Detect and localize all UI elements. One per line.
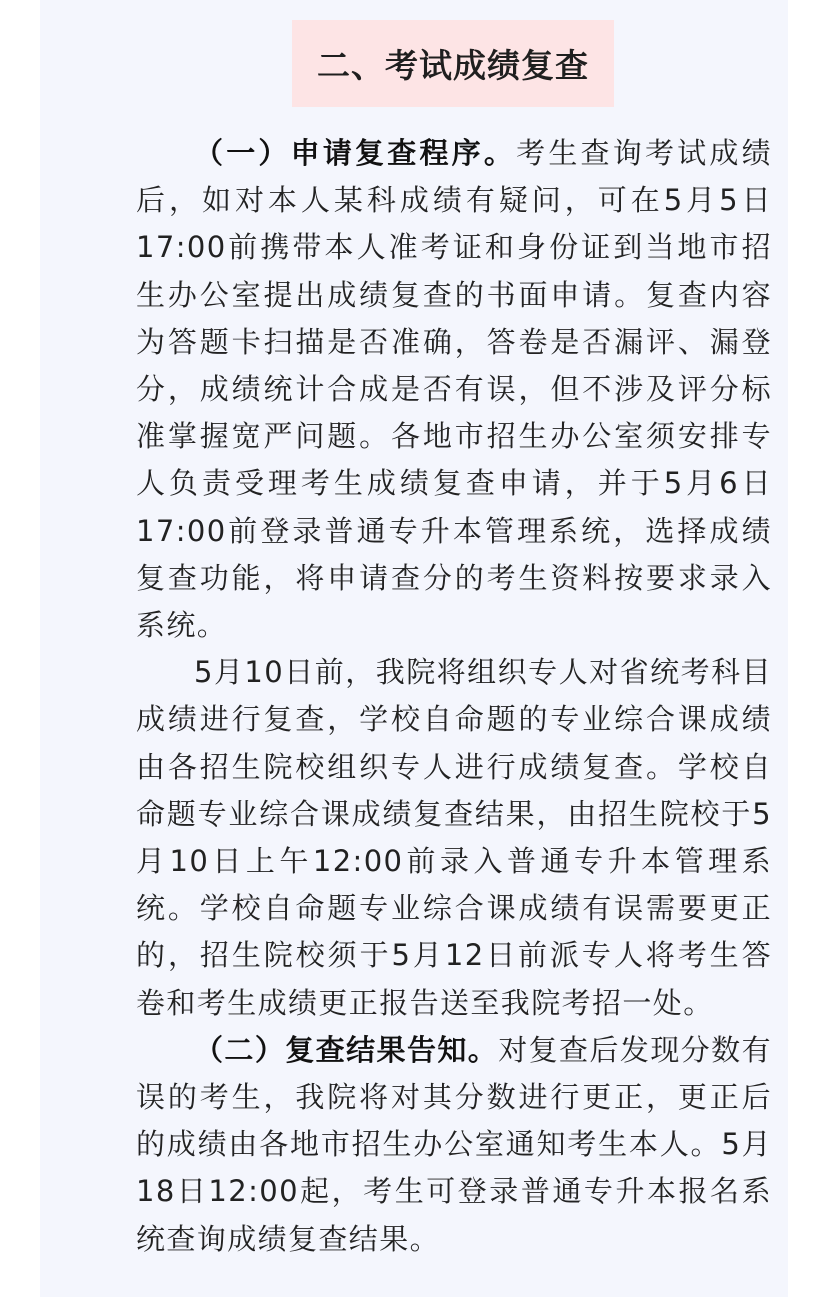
section-title: 二、考试成绩复查 [317, 46, 589, 85]
paragraph-result-notification [136, 1027, 772, 1263]
paragraph-text: 对复查后发现分数有误的考生，我院将对其分数进行更正，更正后的成绩由各地市招生办公室通知考生本人。5月18日12:00起，考生可登录普通专升本报名系统查询成绩复查结果。 [136, 1032, 772, 1256]
section-title-box [292, 20, 614, 107]
document-page [40, 0, 788, 1297]
paragraph-text: 考生查询考试成绩后，如对本人某科成绩有疑问，可在5月5日17:00前携带本人准考证和身份证到当地市招生办公室提出成绩复查的书面申请。复查内容为答题卡扫描是否准确，答卷是否漏评、漏登分，成绩统计合成是否有误，但不涉及评分标准掌握宽严问题。各地市招生办公室须安排专人负责受理考生成绩复查申请，并于5月6日17:00前登录普通专升本管理系统，选择成绩复查功能，将申请查分的考生资料按要求录入系统。 [136, 136, 772, 643]
document-body [136, 130, 772, 1263]
paragraph-lead: （一）申请复查程序。 [194, 136, 517, 170]
paragraph-text: 5月10日前，我院将组织专人对省统考科目成绩进行复查，学校自命题的专业综合课成绩由各招生院校组织专人进行成绩复查。学校自命题专业综合课成绩复查结果，由招生院校于5月10日上午12:00前录入普通专升本管理系统。学校自命题专业综合课成绩有误需要更正的，招生院校须于5月12日前派专人将考生答卷和考生成绩更正报告送至我院考招一处。 [136, 655, 772, 1020]
paragraph-review-procedure [136, 130, 772, 649]
paragraph-lead: （二）复查结果告知。 [194, 1032, 499, 1067]
paragraph-review-schedule [136, 649, 772, 1027]
